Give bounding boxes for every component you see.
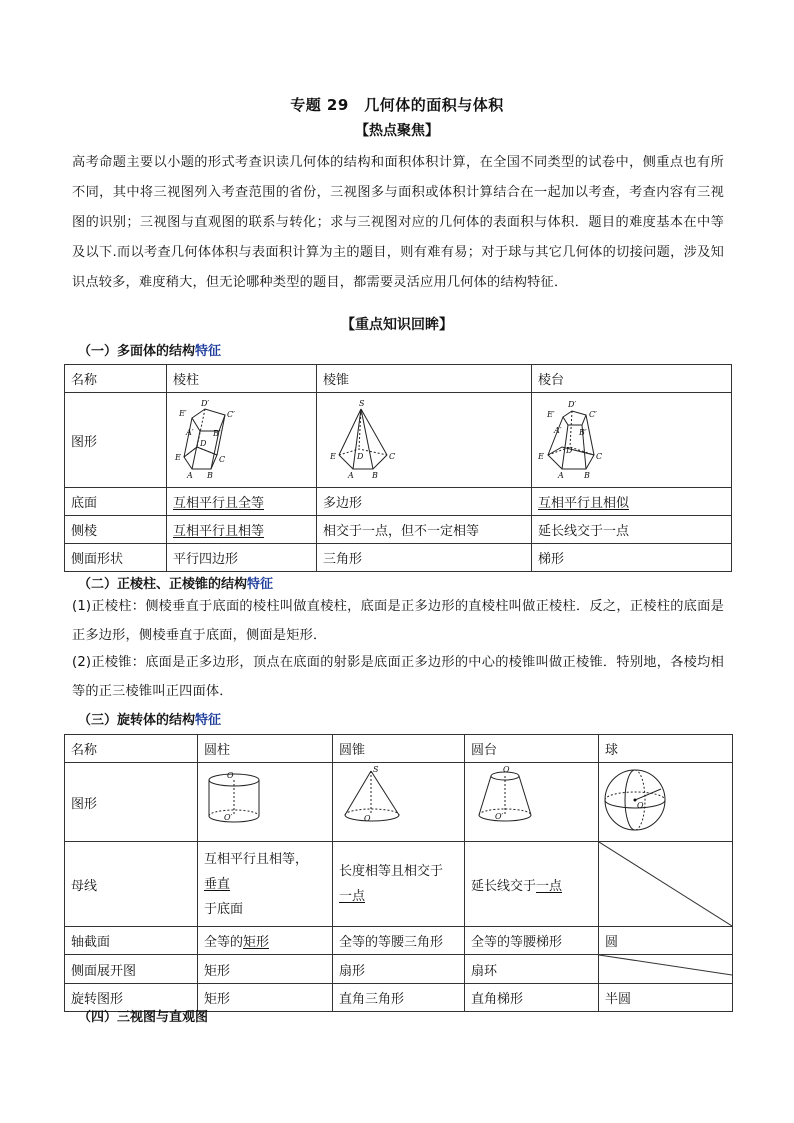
section-prefix: （四） xyxy=(78,1010,118,1025)
intro-paragraph: 高考命题主要以小题的形式考查识读几何体的结构和面积体积计算，在全国不同类型的试卷中，侧重点也有所不同，其中将三视图列入考查范围的省份，三视图多与面积或体积计算结合在一起加以考查，考查内容有三视图的识别；三视图与直观图的联系与转化；求与三视图对应的几何体的表面积与体积．题目的难度基本在中等及以下.而以考查几何体体积与表面积计算为主的题目，则有难有易；对于球与其它几何体的切接问题，涉及知识点较多，难度稍大，但无论哪种类型的题目，都需要灵活应用几何体的结构特征． xyxy=(72,155,724,290)
table-cell-empty xyxy=(599,842,733,927)
table-header-cell: 圆台 xyxy=(465,735,599,763)
frustum-label: E xyxy=(538,452,544,461)
prism-label: E′ xyxy=(179,409,187,418)
paragraph-regular-pyramid: (2)正棱锥：底面是正多边形，顶点在底面的射影是底面正多边形的中心的棱锥叫做正棱锥．特别地，各棱均相等的正三棱锥叫正四面体． xyxy=(72,655,724,699)
cone-label: S xyxy=(373,765,379,774)
row-label: 侧棱 xyxy=(65,516,167,544)
pyramid-label: A xyxy=(348,471,354,480)
table-header-cell: 圆柱 xyxy=(198,735,333,763)
generatrix-row-label: 母线 xyxy=(65,842,198,927)
table-cell: 互相平行且相似 xyxy=(532,488,732,516)
cone-figure xyxy=(333,763,464,837)
table-cell: 延长线交于一点 xyxy=(465,842,599,927)
table-cell-empty xyxy=(599,955,733,984)
table-cell: 圆 xyxy=(599,927,733,955)
diagonal-divider xyxy=(599,842,732,926)
pyramid-figure xyxy=(317,393,531,483)
review-heading: 【重点知识回眸】 xyxy=(341,317,453,333)
frustum-label: D′ xyxy=(568,400,577,409)
table-cell: 长度相等且相交于 一点 xyxy=(333,842,465,927)
row-label: 轴截面 xyxy=(65,927,198,955)
prism-label: B′ xyxy=(213,429,221,438)
table-header-cell: 棱台 xyxy=(532,365,732,393)
sphere-figure-cell xyxy=(599,763,733,842)
truncated-cone-figure-cell xyxy=(465,763,599,842)
sphere-figure xyxy=(599,763,732,837)
prism-label: B xyxy=(207,471,213,480)
row-label: 侧面形状 xyxy=(65,544,167,572)
cylinder-figure xyxy=(198,763,332,837)
section-heading-2 xyxy=(78,573,273,592)
table-cell: 全等的等腰三角形 xyxy=(333,927,465,955)
pyramid-label: B xyxy=(372,471,378,480)
row-label: 底面 xyxy=(65,488,167,516)
section-heading-3 xyxy=(78,709,221,728)
section-heading-4 xyxy=(78,1006,208,1025)
row-label: 侧面展开图 xyxy=(65,955,198,984)
polyhedra-table xyxy=(64,364,732,572)
figure-row-label: 图形 xyxy=(65,763,198,842)
table-cell: 延长线交于一点 xyxy=(532,516,732,544)
table-cell: 相交于一点，但不一定相等 xyxy=(317,516,532,544)
cone-figure-cell xyxy=(333,763,465,842)
prism-figure-cell xyxy=(167,393,317,488)
pyramid-figure-cell xyxy=(317,393,532,488)
cylinder-figure-cell xyxy=(198,763,333,842)
cylinder-label: O′ xyxy=(224,813,233,822)
frustum-label: E′ xyxy=(547,410,555,419)
frustum-label: A′ xyxy=(554,426,562,435)
hotspot-heading: 【热点聚焦】 xyxy=(355,123,439,139)
row-label: 旋转图形 xyxy=(65,984,198,1012)
prism-label: E xyxy=(175,453,181,462)
table-cell: 扇环 xyxy=(465,955,599,984)
sphere-label: O xyxy=(637,801,644,810)
truncated-cone-figure xyxy=(465,763,598,837)
table-header-cell: 棱柱 xyxy=(167,365,317,393)
cylinder-label: O xyxy=(227,771,234,780)
prism-label: A′ xyxy=(186,428,194,437)
prism-label: C xyxy=(219,455,226,464)
cone-label: O xyxy=(364,814,371,823)
section-prefix: （一） xyxy=(78,344,118,359)
table-cell: 多边形 xyxy=(317,488,532,516)
section-prefix: （三） xyxy=(78,713,118,728)
section-prefix: （二） xyxy=(78,577,118,592)
table-cell: 全等的矩形 xyxy=(198,927,333,955)
table-cell: 平行四边形 xyxy=(167,544,317,572)
section-label: 三视图与直观图 xyxy=(117,1010,209,1025)
solids-of-revolution-table xyxy=(64,734,733,1012)
table-cell: 直角三角形 xyxy=(333,984,465,1012)
section-label: 多面体的结构 xyxy=(117,344,196,359)
table-cell: 直角梯形 xyxy=(465,984,599,1012)
table-cell: 梯形 xyxy=(532,544,732,572)
table-header-cell: 名称 xyxy=(65,735,198,763)
frustum-label: B′ xyxy=(579,428,587,437)
diagonal-divider xyxy=(599,955,732,983)
paragraph-regular-prism: (1)正棱柱：侧棱垂直于底面的棱柱叫做直棱柱，底面是正多边形的直棱柱叫做正棱柱．反之，正棱柱的底面是正多边形，侧棱垂直于底面，侧面是矩形． xyxy=(72,599,724,643)
pyramid-label: C xyxy=(389,452,396,461)
figure-row-label: 图形 xyxy=(65,393,167,488)
prism-label: D xyxy=(200,439,207,448)
prism-label: D′ xyxy=(201,399,210,408)
table-cell: 互相平行且相等 xyxy=(167,516,317,544)
table-cell: 互相平行且全等 xyxy=(167,488,317,516)
table-cell: 全等的等腰梯形 xyxy=(465,927,599,955)
pyramid-label: D xyxy=(357,452,364,461)
section-label: 旋转体的结构 xyxy=(117,713,196,728)
table-cell: 三角形 xyxy=(317,544,532,572)
pyramid-label: S xyxy=(359,399,365,408)
section-emphasis: 特征 xyxy=(195,713,222,728)
frustum-label: A xyxy=(558,471,564,480)
table-header-cell: 圆锥 xyxy=(333,735,465,763)
frustum-label: C′ xyxy=(589,410,597,419)
table-header-cell: 棱锥 xyxy=(317,365,532,393)
section-emphasis: 特征 xyxy=(195,344,222,359)
section-label: 正棱柱、正棱锥的结构 xyxy=(117,577,248,592)
pyramid-label: E xyxy=(330,452,336,461)
frustum-figure-cell xyxy=(532,393,732,488)
prism-label: C′ xyxy=(227,410,235,419)
table-cell: 扇形 xyxy=(333,955,465,984)
table-header-cell: 球 xyxy=(599,735,733,763)
prism-figure xyxy=(167,393,316,483)
frustum-label: B xyxy=(584,471,590,480)
table-cell: 矩形 xyxy=(198,984,333,1012)
frustum-figure xyxy=(532,393,731,483)
frustum-label: C xyxy=(596,452,603,461)
section-heading-1 xyxy=(78,340,221,359)
truncated-cone-label: O′ xyxy=(495,812,504,821)
table-header-cell: 名称 xyxy=(65,365,167,393)
truncated-cone-label: O xyxy=(503,765,510,774)
page-title: 专题 29 几何体的面积与体积 xyxy=(290,96,504,114)
table-cell: 矩形 xyxy=(198,955,333,984)
frustum-label: D xyxy=(566,446,573,455)
table-cell: 互相平行且相等， 垂直 于底面 xyxy=(198,842,333,927)
table-cell: 半圆 xyxy=(599,984,733,1012)
prism-label: A xyxy=(187,471,193,480)
section-emphasis: 特征 xyxy=(247,577,274,592)
